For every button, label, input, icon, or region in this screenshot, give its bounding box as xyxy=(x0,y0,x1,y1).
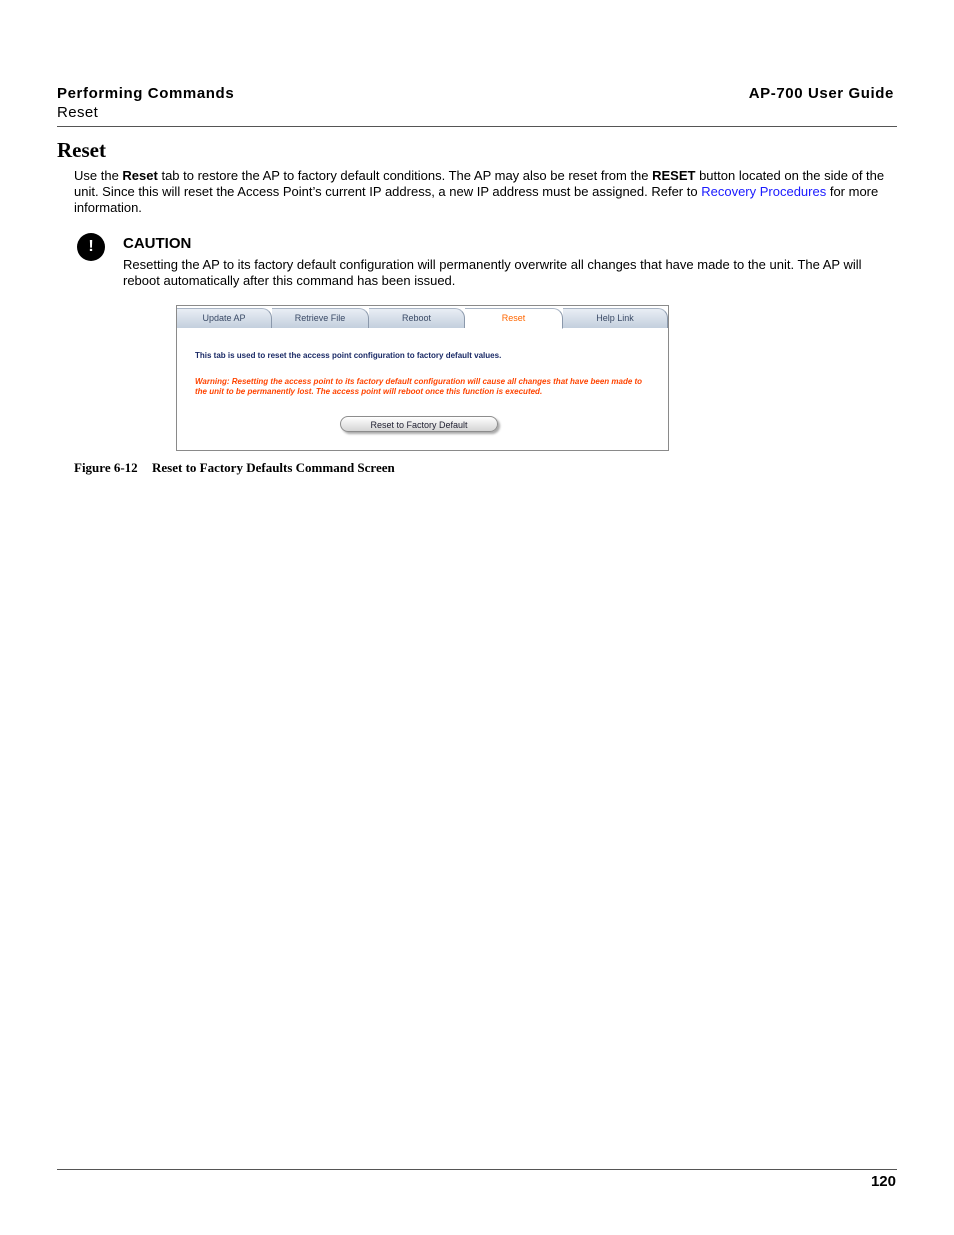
tab-retrieve-file[interactable]: Retrieve File xyxy=(272,308,369,328)
tab-reboot[interactable]: Reboot xyxy=(369,308,465,328)
page-number: 120 xyxy=(870,1173,896,1190)
figure-caption xyxy=(74,460,395,476)
intro-text-1: Use the xyxy=(74,168,123,183)
intro-paragraph xyxy=(74,168,896,216)
figure-title: Reset to Factory Defaults Command Screen xyxy=(152,460,395,475)
reset-info-text: This tab is used to reset the access point configuration to factory default values. xyxy=(195,351,502,360)
reset-to-factory-default-button[interactable]: Reset to Factory Default xyxy=(340,416,498,432)
header-section: Reset xyxy=(57,104,99,121)
section-title: Reset xyxy=(57,138,106,162)
intro-text-2: tab to restore the AP to factory default conditions. The AP may also be reset from the xyxy=(157,168,653,183)
caution-title: CAUTION xyxy=(123,235,192,252)
recovery-procedures-link[interactable]: Recovery Procedures xyxy=(701,184,827,199)
figure-number: Figure 6-12 xyxy=(74,460,138,475)
intro-text-4: for more information. xyxy=(74,184,879,215)
intro-bold-reset: Reset xyxy=(122,168,158,183)
tab-help-link[interactable]: Help Link xyxy=(563,308,668,328)
header-divider xyxy=(57,126,897,127)
reset-command-screen xyxy=(176,305,669,451)
footer-divider xyxy=(57,1169,897,1170)
header-guide-title: AP-700 User Guide xyxy=(748,85,894,102)
reset-warning-text: Warning: Resetting the access point to its factory default configuration will cause all changes that have been made to the unit to be permanently lost. The access point will reboot once this function is executed. xyxy=(195,377,643,396)
header-chapter: Performing Commands xyxy=(57,85,235,102)
tab-update-ap[interactable]: Update AP xyxy=(177,308,272,328)
intro-bold-reset-button: RESET xyxy=(652,168,696,183)
caution-text: Resetting the AP to its factory default configuration will permanently overwrite all changes that have made to the unit. The AP will reboot automatically after this command has been issued. xyxy=(123,257,862,288)
tab-reset[interactable]: Reset xyxy=(465,308,563,329)
intro-text-3: button located on the side of the unit. Since this will reset the Access Point’s current IP address, a new IP address must be assigned. Refer to xyxy=(74,168,885,199)
command-tabs xyxy=(177,306,668,328)
caution-icon: ! xyxy=(77,233,105,261)
